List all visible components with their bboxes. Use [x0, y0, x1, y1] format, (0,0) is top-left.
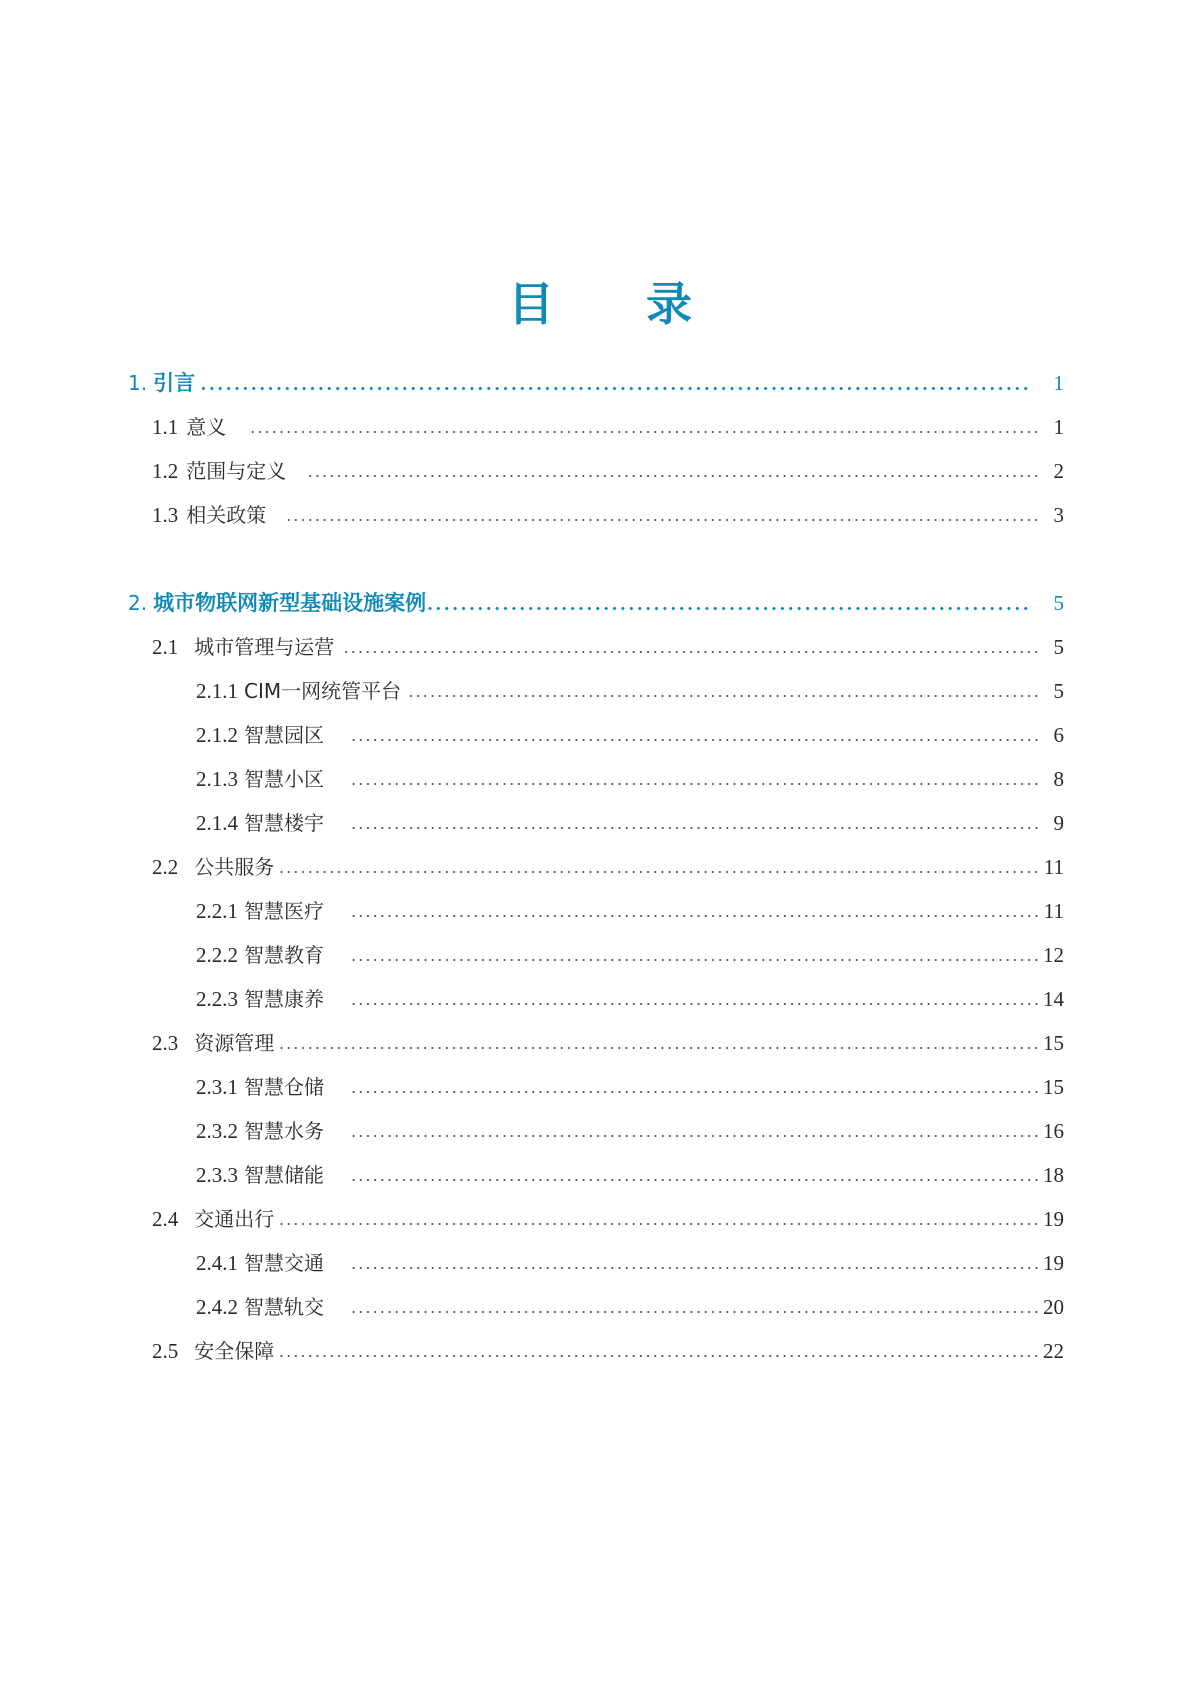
toc-label: 智慧轨交 — [244, 1295, 324, 1319]
toc-number: 2.3.3 — [196, 1163, 238, 1187]
toc-page-number: 9 — [1053, 811, 1064, 835]
toc-page-number: 11 — [1043, 899, 1064, 923]
dot-leader — [348, 1091, 1040, 1093]
toc-number: 1.2 — [152, 459, 179, 483]
toc-label: 智慧园区 — [244, 723, 324, 747]
dot-leader — [280, 1047, 1040, 1049]
toc-subsection-2-4-1[interactable] — [196, 1248, 1064, 1278]
toc-number: 1. — [128, 371, 148, 395]
toc-subsection-2-3-1[interactable] — [196, 1072, 1064, 1102]
toc-page-number: 15 — [1043, 1031, 1064, 1055]
toc-number: 2.4.2 — [196, 1295, 238, 1319]
dot-leader — [348, 1179, 1040, 1181]
toc-page-number: 3 — [1053, 503, 1064, 527]
dot-leader — [340, 651, 1040, 653]
toc-number: 2.4 — [152, 1207, 179, 1231]
toc-number: 2.2.1 — [196, 899, 238, 923]
toc-label: 智慧交通 — [244, 1251, 324, 1275]
toc-section-2-2[interactable] — [152, 852, 1064, 882]
toc-section-2-3[interactable] — [152, 1028, 1064, 1058]
toc-page-number: 8 — [1053, 767, 1064, 791]
toc-page-number: 1 — [1053, 371, 1064, 395]
toc-section-2-1[interactable] — [152, 632, 1064, 662]
toc-label: 智慧仓储 — [244, 1075, 324, 1099]
toc-number: 2.2.3 — [196, 987, 238, 1011]
toc-number: 2.1.2 — [196, 723, 238, 747]
toc-label: 交通出行 — [194, 1207, 275, 1231]
toc-label: 城市管理与运营 — [194, 635, 335, 659]
toc-label: 智慧医疗 — [244, 899, 324, 923]
toc-subsection-2-2-1[interactable] — [196, 896, 1064, 926]
dot-leader — [348, 783, 1040, 785]
toc-number: 2.3.2 — [196, 1119, 238, 1143]
toc-number: 2.3 — [152, 1031, 179, 1055]
toc-label: 城市物联网新型基础设施案例 — [153, 591, 427, 615]
toc-number: 2.2.2 — [196, 943, 238, 967]
toc-label: 智慧楼宇 — [244, 811, 324, 835]
toc-label: 公共服务 — [194, 855, 275, 879]
dot-leader — [248, 431, 1040, 433]
toc-section-2-4[interactable] — [152, 1204, 1064, 1234]
toc-chapter-2[interactable] — [128, 588, 1064, 618]
toc-number: 2.1 — [152, 635, 179, 659]
toc-section-1-1[interactable] — [152, 412, 1064, 442]
toc-page-number: 18 — [1043, 1163, 1064, 1187]
toc-subsection-2-1-4[interactable] — [196, 808, 1064, 838]
toc-number: 2.1.1 — [196, 679, 238, 703]
toc-label: 意义 — [186, 415, 227, 439]
toc-page-number: 15 — [1043, 1075, 1064, 1099]
toc-page-number: 2 — [1053, 459, 1064, 483]
dot-leader — [348, 1267, 1040, 1269]
title-char-1: 目 — [508, 277, 554, 331]
dot-leader — [308, 475, 1040, 477]
toc-number: 2.5 — [152, 1339, 179, 1363]
toc-subsection-2-3-2[interactable] — [196, 1116, 1064, 1146]
toc-label: 范围与定义 — [186, 459, 287, 483]
toc-page-number: 20 — [1043, 1295, 1064, 1319]
toc-number: 2.3.1 — [196, 1075, 238, 1099]
toc-page-number: 19 — [1043, 1207, 1064, 1231]
dot-leader — [348, 739, 1040, 741]
toc-label: 智慧康养 — [244, 987, 324, 1011]
toc-subsection-2-2-3[interactable] — [196, 984, 1064, 1014]
toc-page-number: 19 — [1043, 1251, 1064, 1275]
toc-label: 智慧教育 — [244, 943, 324, 967]
toc-page-number: 22 — [1043, 1339, 1064, 1363]
toc-section-1-2[interactable] — [152, 456, 1064, 486]
toc-section-1-3[interactable] — [152, 500, 1064, 530]
toc-number: 2.4.1 — [196, 1251, 238, 1275]
toc-number: 2.1.3 — [196, 767, 238, 791]
toc-page-number: 1 — [1053, 415, 1064, 439]
toc-page-number: 12 — [1043, 943, 1064, 967]
dot-leader — [407, 695, 1040, 697]
toc-subsection-2-3-3[interactable] — [196, 1160, 1064, 1190]
dot-leader — [197, 387, 1030, 390]
toc-page-number: 5 — [1053, 679, 1064, 703]
toc-label: 相关政策 — [186, 503, 267, 527]
page-title — [0, 268, 1200, 334]
toc-number: 2. — [128, 591, 148, 615]
toc-section-2-5[interactable] — [152, 1336, 1064, 1366]
toc-page-number: 16 — [1043, 1119, 1064, 1143]
dot-leader — [348, 915, 1040, 917]
dot-leader — [280, 871, 1040, 873]
toc-subsection-2-1-3[interactable] — [196, 764, 1064, 794]
dot-leader — [348, 827, 1040, 829]
toc-number: 1.3 — [152, 503, 179, 527]
toc-chapter-1[interactable] — [128, 368, 1064, 398]
dot-leader — [348, 1311, 1040, 1313]
dot-leader — [428, 607, 1030, 610]
title-char-2: 录 — [646, 277, 692, 331]
toc-subsection-2-2-2[interactable] — [196, 940, 1064, 970]
dot-leader — [280, 1355, 1040, 1357]
toc-page-number: 11 — [1043, 855, 1064, 879]
dot-leader — [348, 959, 1040, 961]
toc-number: 2.1.4 — [196, 811, 238, 835]
toc-number: 2.2 — [152, 855, 179, 879]
dot-leader — [280, 1223, 1040, 1225]
toc-label: 智慧水务 — [244, 1119, 324, 1143]
toc-label: CIM一网统管平台 — [244, 679, 402, 703]
toc-subsection-2-4-2[interactable] — [196, 1292, 1064, 1322]
toc-label: 安全保障 — [194, 1339, 275, 1363]
dot-leader — [348, 1003, 1040, 1005]
toc-label: 资源管理 — [194, 1031, 275, 1055]
toc-number: 1.1 — [152, 415, 179, 439]
toc-label: 智慧储能 — [244, 1163, 324, 1187]
toc-page-number: 5 — [1053, 591, 1064, 615]
toc-subsection-2-1-2[interactable] — [196, 720, 1064, 750]
toc-page-number: 14 — [1043, 987, 1064, 1011]
toc-subsection-2-1-1[interactable] — [196, 676, 1064, 706]
toc-label: 引言 — [153, 371, 196, 395]
toc-label: 智慧小区 — [244, 767, 324, 791]
toc-page-number: 6 — [1053, 723, 1064, 747]
dot-leader — [288, 519, 1040, 521]
dot-leader — [348, 1135, 1040, 1137]
toc-page-number: 5 — [1053, 635, 1064, 659]
